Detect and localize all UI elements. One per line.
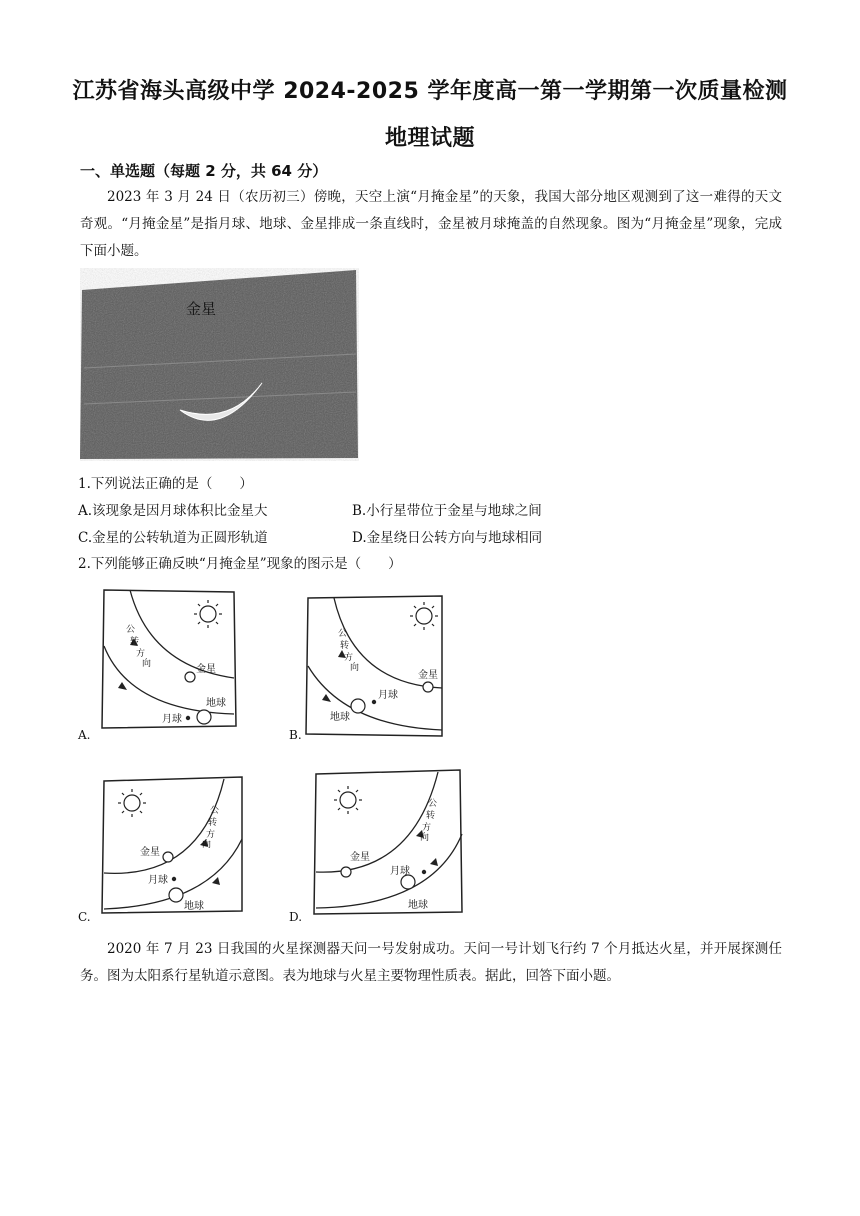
direction-label: 方 [344,653,354,663]
direction-label: 向 [420,833,430,843]
moon-icon [186,716,190,720]
direction-label: 公 [210,806,220,816]
venus-icon [341,867,351,877]
direction-label: 向 [142,659,152,669]
direction-label: 转 [426,811,436,821]
moon-label: 月球 [390,866,410,877]
sun-icon [194,600,222,628]
exam-subtitle: 地理试题 [384,126,475,151]
venus-icon [185,672,195,682]
diagram-c [100,775,246,917]
moon-label: 月球 [378,690,398,701]
moon-icon [422,870,426,874]
earth-icon [401,875,415,889]
earth-label: 地球 [330,712,350,723]
direction-label: 向 [350,663,360,673]
venus-photo-label: 金星 [186,300,217,318]
q1-option-c[interactable]: C.金星的公转轨道为正圆形轨道 [78,530,268,546]
section-heading: 一、单选题（每题 2 分，共 64 分） [80,162,328,180]
venus-label: 金星 [350,852,370,863]
direction-label: 公 [338,629,348,639]
earth-label: 地球 [206,698,226,709]
venus-icon [163,852,173,862]
diagram-d [312,768,464,918]
q1-option-d[interactable]: D.金星绕日公转方向与地球相同 [352,530,543,546]
direction-label: 转 [208,818,218,828]
sun-icon [334,786,362,814]
direction-label: 方 [422,823,432,833]
diagram-b [304,594,446,740]
moon-venus-photo [80,268,359,461]
moon-label: 月球 [148,875,168,886]
venus-label: 金星 [196,664,216,675]
direction-label: 向 [202,840,212,850]
q2-option-a-label[interactable]: A. [78,728,91,742]
earth-icon [169,888,183,902]
direction-label: 方 [136,649,146,659]
moon-label: 月球 [162,714,182,725]
question-2-stem: 2.下列能够正确反映“月掩金星”现象的图示是（ ） [78,556,402,572]
venus-label: 金星 [418,670,438,681]
earth-label: 地球 [408,900,428,911]
exam-title: 江苏省海头高级中学 2024-2025 学年度高一第一学期第一次质量检测 [72,79,788,104]
sun-icon [410,602,438,630]
q1-option-b[interactable]: B.小行星带位于金星与地球之间 [352,503,542,519]
venus-orbit [316,772,438,872]
venus-label: 金星 [140,847,160,858]
q2-option-b-label[interactable]: B. [289,728,302,742]
earth-icon [351,699,365,713]
moon-icon [372,700,376,704]
direction-label: 转 [340,641,350,651]
passage-1: 2023 年 3 月 24 日（农历初三）傍晚，天空上演“月掩金星”的天象，我国大部分地区观测到了这一难得的天文奇观。“月掩金星”是指月球、地球、金星排成一条直线时，金星被月球掩盖的自然现象。图为“月掩金星”现象，完成下面小题。 [80,189,782,259]
direction-label: 公 [126,625,136,635]
moon-icon [172,877,176,881]
diagram-a [100,586,240,731]
direction-label: 公 [428,799,438,809]
q2-option-d-label[interactable]: D. [289,910,303,924]
passage-2: 2020 年 7 月 23 日我国的火星探测器天问一号发射成功。天问一号计划飞行约 7 个月抵达火星，并开展探测任务。图为太阳系行星轨道示意图。表为地球与火星主要物理性质表。据此，回答下面小题。 [80,941,782,984]
question-1-stem: 1.下列说法正确的是（ ） [78,476,253,492]
venus-icon [423,682,433,692]
earth-icon [197,710,211,724]
direction-label: 转 [130,637,140,647]
q2-option-c-label[interactable]: C. [78,910,91,924]
sun-icon [118,789,146,817]
direction-label: 方 [206,830,216,840]
earth-label: 地球 [184,901,204,912]
q1-option-a[interactable]: A.该现象是因月球体积比金星大 [78,503,268,519]
